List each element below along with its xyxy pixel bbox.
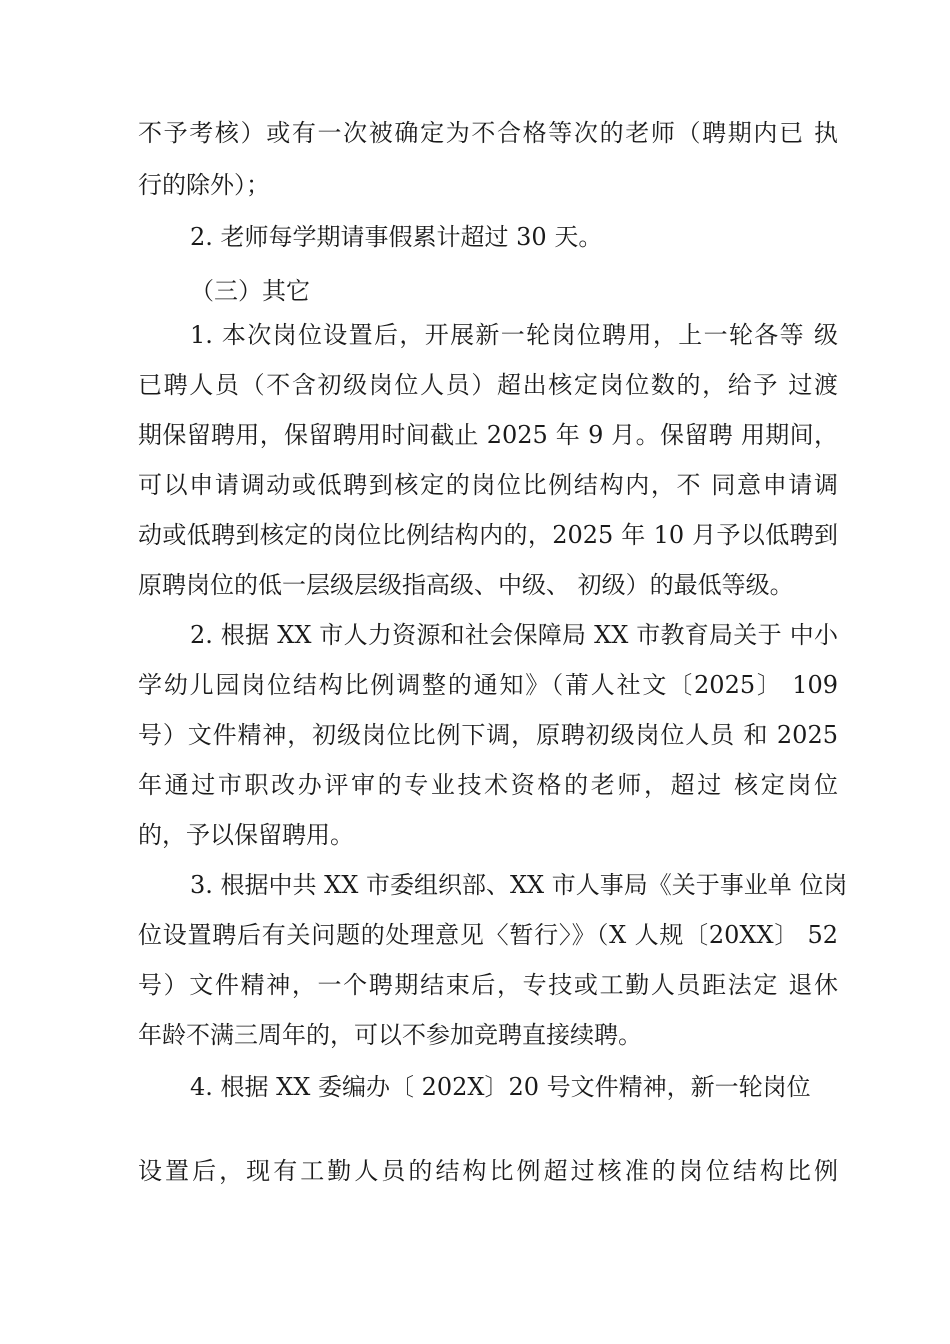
text-line: 不予考核）或有一次被确定为不合格等次的老师（聘期内已 执: [138, 119, 838, 147]
section-heading: （三）其它: [190, 277, 310, 305]
text-line: 动或低聘到核定的岗位比例结构内的，2025 年 10 月予以低聘到: [138, 521, 838, 549]
text-line: 学幼儿园岗位结构比例调整的通知》（莆人社文〔2025〕 109: [138, 671, 838, 699]
list-item: 4. 根据 XX 委编办〔 202X〕20 号文件精神，新一轮岗位: [190, 1073, 811, 1101]
text-line: 设置后，现有工勤人员的结构比例超过核准的岗位结构比例: [138, 1157, 838, 1185]
list-item: 3. 根据中共 XX 市委组织部、XX 市人事局《关于事业单 位岗: [190, 871, 848, 899]
text-line: 的，予以保留聘用。: [138, 821, 354, 849]
text-line: 可以申请调动或低聘到核定的岗位比例结构内，不 同意申请调: [138, 471, 838, 499]
text-line: 年龄不满三周年的，可以不参加竞聘直接续聘。: [138, 1021, 642, 1049]
text-line: 号）文件精神，初级岗位比例下调，原聘初级岗位人员 和 2025: [138, 721, 838, 749]
text-line: 号）文件精神，一个聘期结束后，专技或工勤人员距法定 退休: [138, 971, 838, 999]
text-line: 位设置聘后有关问题的处理意见〈暂行〉》（X 人规〔20XX〕 52: [138, 921, 838, 949]
text-line: 原聘岗位的低一层级层级指高级、中级、 初级）的最低等级。: [138, 571, 794, 599]
text-line: 已聘人员（不含初级岗位人员）超出核定岗位数的，给予 过渡: [138, 371, 838, 399]
list-item: 2. 老师每学期请事假累计超过 30 天。: [190, 223, 603, 251]
text-line: 期保留聘用，保留聘用时间截止 2025 年 9 月。保留聘 用期间，: [138, 421, 838, 449]
list-item: 2. 根据 XX 市人力资源和社会保障局 XX 市教育局关于 中小: [190, 621, 838, 649]
text-line: 行的除外）；: [138, 171, 270, 199]
list-item: 1. 本次岗位设置后，开展新一轮岗位聘用，上一轮各等 级: [190, 321, 838, 349]
text-line: 年通过市职改办评审的专业技术资格的老师，超过 核定岗位: [138, 771, 838, 799]
